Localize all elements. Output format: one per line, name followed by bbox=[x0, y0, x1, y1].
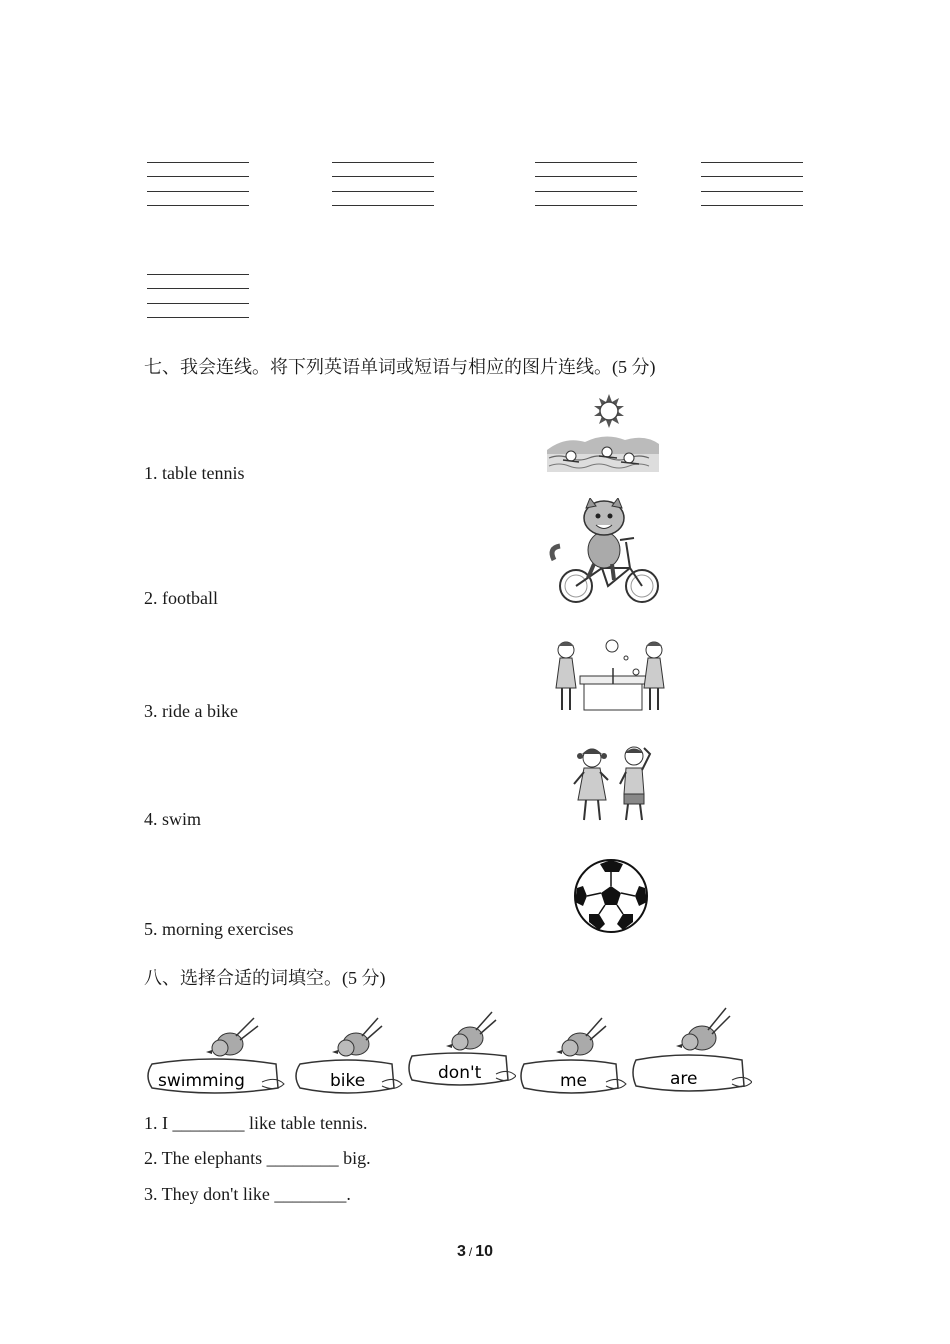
kids-playing-table-tennis-picture[interactable] bbox=[550, 636, 674, 714]
section-7-title: 七、我会连线。将下列英语单词或短语与相应的图片连线。(5 分) bbox=[144, 357, 656, 377]
word-dont: don't bbox=[438, 1063, 482, 1083]
word-scroll-me[interactable] bbox=[518, 1012, 628, 1098]
match-item-4[interactable]: 4. swim bbox=[144, 809, 202, 829]
page-number bbox=[0, 1243, 950, 1261]
word-scroll-bike[interactable] bbox=[292, 1012, 404, 1098]
fill-question-1[interactable]: 1. I ________ like table tennis. bbox=[144, 1113, 368, 1133]
children-swimming-sun-picture[interactable] bbox=[545, 392, 661, 474]
writing-lines-5[interactable] bbox=[147, 274, 249, 318]
fill-question-2[interactable]: 2. The elephants ________ big. bbox=[144, 1148, 371, 1168]
word-me: me bbox=[560, 1071, 588, 1091]
total-pages: 10 bbox=[475, 1243, 494, 1260]
word-scroll-swimming[interactable] bbox=[144, 1012, 288, 1098]
cat-riding-bike-picture[interactable] bbox=[548, 498, 664, 606]
writing-lines-2[interactable] bbox=[332, 162, 434, 206]
word-swimming: swimming bbox=[158, 1071, 245, 1091]
match-item-3[interactable]: 3. ride a bike bbox=[144, 701, 238, 721]
current-page: 3 bbox=[456, 1243, 466, 1260]
word-are: are bbox=[670, 1069, 698, 1089]
writing-lines-1[interactable] bbox=[147, 162, 249, 206]
fill-question-3[interactable]: 3. They don't like ________. bbox=[144, 1184, 351, 1204]
match-item-1[interactable]: 1. table tennis bbox=[144, 463, 245, 483]
word-scroll-are[interactable] bbox=[630, 1004, 752, 1096]
writing-lines-4[interactable] bbox=[701, 162, 803, 206]
section-8-title: 八、选择合适的词填空。(5 分) bbox=[144, 968, 386, 988]
match-item-2[interactable]: 2. football bbox=[144, 588, 218, 608]
word-scroll-dont[interactable] bbox=[406, 1010, 516, 1096]
word-bike: bike bbox=[330, 1071, 366, 1091]
match-item-5[interactable]: 5. morning exercises bbox=[144, 919, 294, 939]
writing-lines-3[interactable] bbox=[535, 162, 637, 206]
kids-morning-exercises-picture[interactable] bbox=[570, 744, 662, 826]
soccer-ball-picture[interactable] bbox=[573, 858, 649, 934]
page-separator: / bbox=[468, 1245, 473, 1259]
